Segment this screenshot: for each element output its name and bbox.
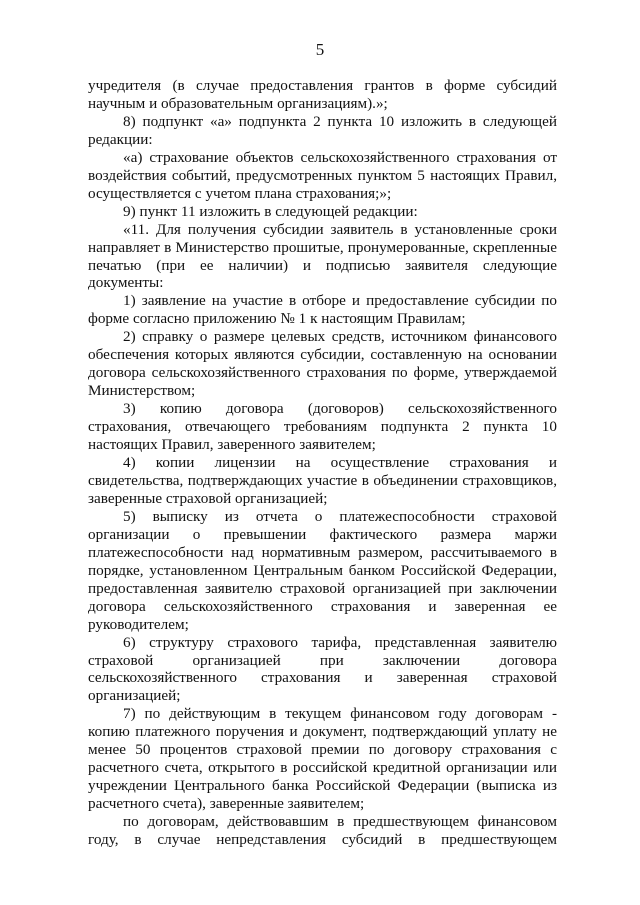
paragraph-8: 3) копию договора (договоров) сельскохозяйственного страхования, отвечающего требованиям подпункта 2 пункта 10 настоящих Правил, заверенного заявителем;	[88, 400, 557, 454]
paragraph-4: 9) пункт 11 изложить в следующей редакции:	[123, 202, 418, 220]
paragraph-3: «а) страхование объектов сельскохозяйственного страхования от воздействия событий, предусмотренных пунктом 5 настоящих Правил, осуществляется с учетом плана страхования;»;	[88, 148, 557, 202]
paragraph-2: 8) подпункт «а» подпункта 2 пункта 10 изложить в следующей редакции:	[88, 112, 557, 148]
paragraph-10: 5) выписку из отчета о платежеспособности страховой организации о превышении фактического размера маржи платежеспособности над нормативным размером, рассчитываемого в порядке, установленном Центральным банком Российской Федерации, предоставленная заявителю страховой организацией при заключении договора сельскохозяйственного страхования и заверенная ее руководителем;	[88, 507, 557, 633]
paragraph-6: 1) заявление на участие в отборе и предоставление субсидии по форме согласно приложению № 1 к настоящим Правилам;	[88, 292, 557, 328]
paragraph-11: 6) структуру страхового тарифа, представленная заявителю страховой организацией при заключении договора сельскохозяйственного страхования и заверенная страховой организацией;	[88, 633, 557, 705]
paragraph-7: 2) справку о размере целевых средств, источником финансового обеспечения которых являются субсидии, составленную на основании договора сельскохозяйственного страхования по форме, утверждаемой Министерством;	[88, 328, 557, 400]
paragraph-1: учредителя (в случае предоставления грантов в форме субсидий научным и образовательным организациям).»;	[88, 77, 557, 112]
page-number: 5	[315, 40, 325, 59]
paragraph-5: «11. Для получения субсидии заявитель в установленные сроки направляет в Министерство прошитые, пронумерованные, скрепленные печатью (при ее наличии) и подписью заявителя следующие документы:	[88, 220, 557, 292]
paragraph-13: по договорам, действовавшим в предшествующем финансовом году, в случае непредставления субсидий в предшествующем	[88, 813, 557, 849]
paragraph-12: 7) по действующим в текущем финансовом году договорам - копию платежного поручения и документ, подтверждающий уплату не менее 50 процентов страховой премии по договору страхования с расчетного счета, открытого в российской кредитной организации или учреждении Центрального банка Российской Федерации (выписка из расчетного счета), заверенные заявителем;	[88, 705, 557, 813]
paragraph-9: 4) копии лицензии на осуществление страхования и свидетельства, подтверждающих участие в объединении страховщиков, заверенные страховой организацией;	[88, 454, 557, 507]
document-body	[88, 77, 557, 849]
